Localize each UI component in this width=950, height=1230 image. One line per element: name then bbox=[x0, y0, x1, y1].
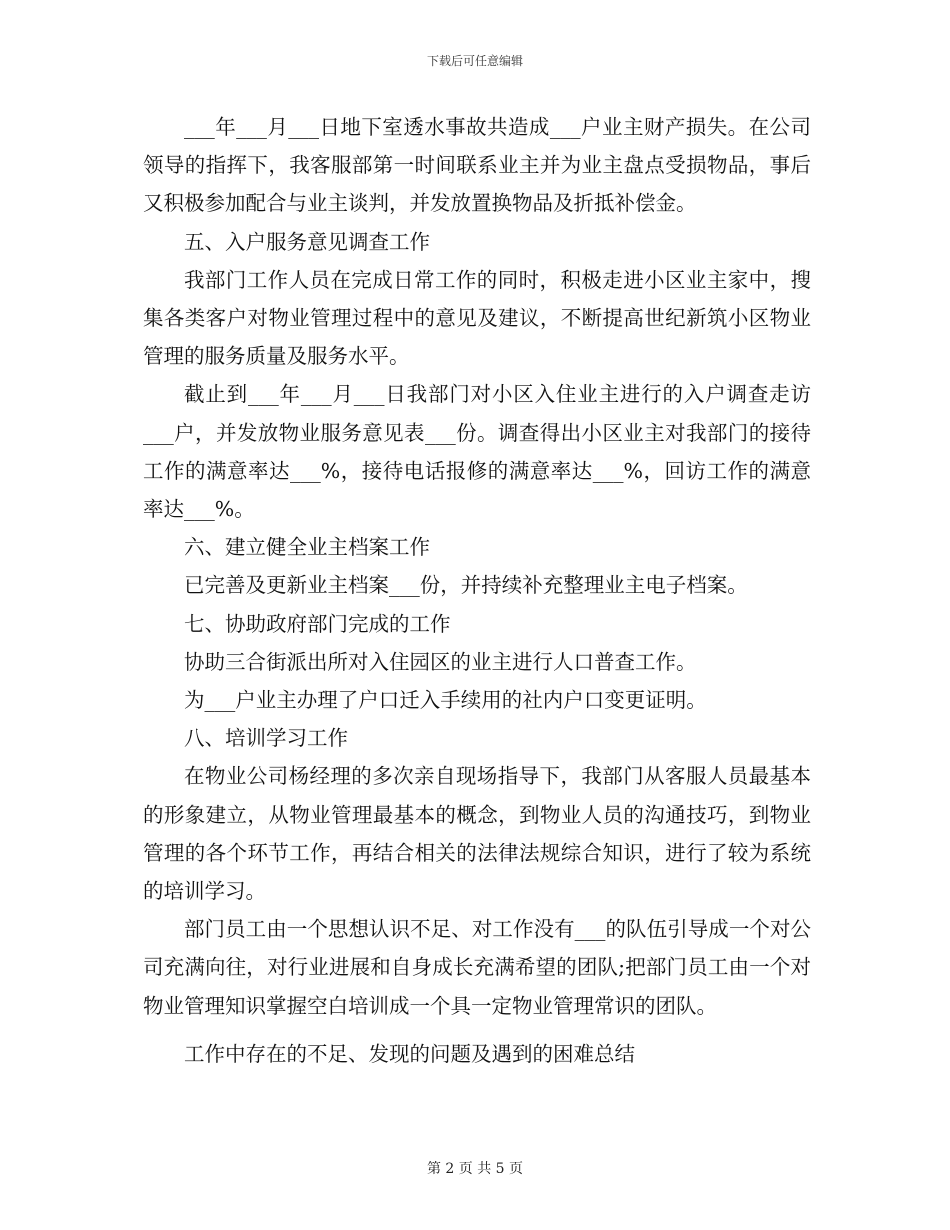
paragraph-visit-survey: 我部门工作人员在完成日常工作的同时，积极走进小区业主家中，搜集各类客户对物业管理过程中的意见及建议，不断提高世纪新筑小区物业管理的服务质量及服务水平。 bbox=[143, 267, 811, 369]
section-heading-6: 六、建立健全业主档案工作 bbox=[184, 535, 430, 560]
paragraph-flood-accident: ___年___月___日地下室透水事故共造成___户业主财产损失。在公司领导的指挥下，我客服部第一时间联系业主并为业主盘点受损物品，事后又积极参加配合与业主谈判，并发放置换物品及折抵补偿金。 bbox=[143, 115, 811, 216]
section-heading-problems: 工作中存在的不足、发现的问题及遇到的困难总结 bbox=[184, 1041, 635, 1066]
section-heading-5: 五、入户服务意见调查工作 bbox=[184, 229, 430, 254]
page-header: 下载后可任意编辑 bbox=[426, 54, 523, 68]
section-heading-7: 七、协助政府部门完成的工作 bbox=[184, 611, 451, 636]
paragraph-gap bbox=[143, 1025, 811, 1035]
section-heading-8: 八、培训学习工作 bbox=[184, 726, 348, 751]
paragraph-survey-results: 截止到___年___月___日我部门对小区入住业主进行的入户调查走访___户，并发放物业服务意见表___份。调查得出小区业主对我部门的接待工作的满意率达___%，接待电话报修的满意率达___%，回访工作的满意率达___%。 bbox=[143, 382, 811, 522]
page-footer: 第 2 页 共 5 页 bbox=[426, 1161, 524, 1177]
paragraph-team-growth: 部门员工由一个思想认识不足、对工作没有___的队伍引导成一个对公司充满向往，对行业进展和自身成长充满希望的团队;把部门员工由一个对物业管理知识掌握空白培训成一个具一定物业管理常识的团队。 bbox=[143, 917, 811, 1018]
paragraph-owner-files: 已完善及更新业主档案___份，并持续补充整理业主电子档案。 bbox=[184, 573, 748, 598]
paragraph-census: 协助三合街派出所对入住园区的业主进行人口普查工作。 bbox=[184, 649, 697, 674]
paragraph-training: 在物业公司杨经理的多次亲自现场指导下，我部门从客服人员最基本的形象建立，从物业管理最基本的概念，到物业人员的沟通技巧，到物业管理的各个环节工作，再结合相关的法律法规综合知识，进行了较为系统的培训学习。 bbox=[143, 764, 811, 904]
paragraph-household-registration: 为___户业主办理了户口迁入手续用的社内户口变更证明。 bbox=[184, 688, 707, 713]
document-body bbox=[143, 108, 811, 1073]
